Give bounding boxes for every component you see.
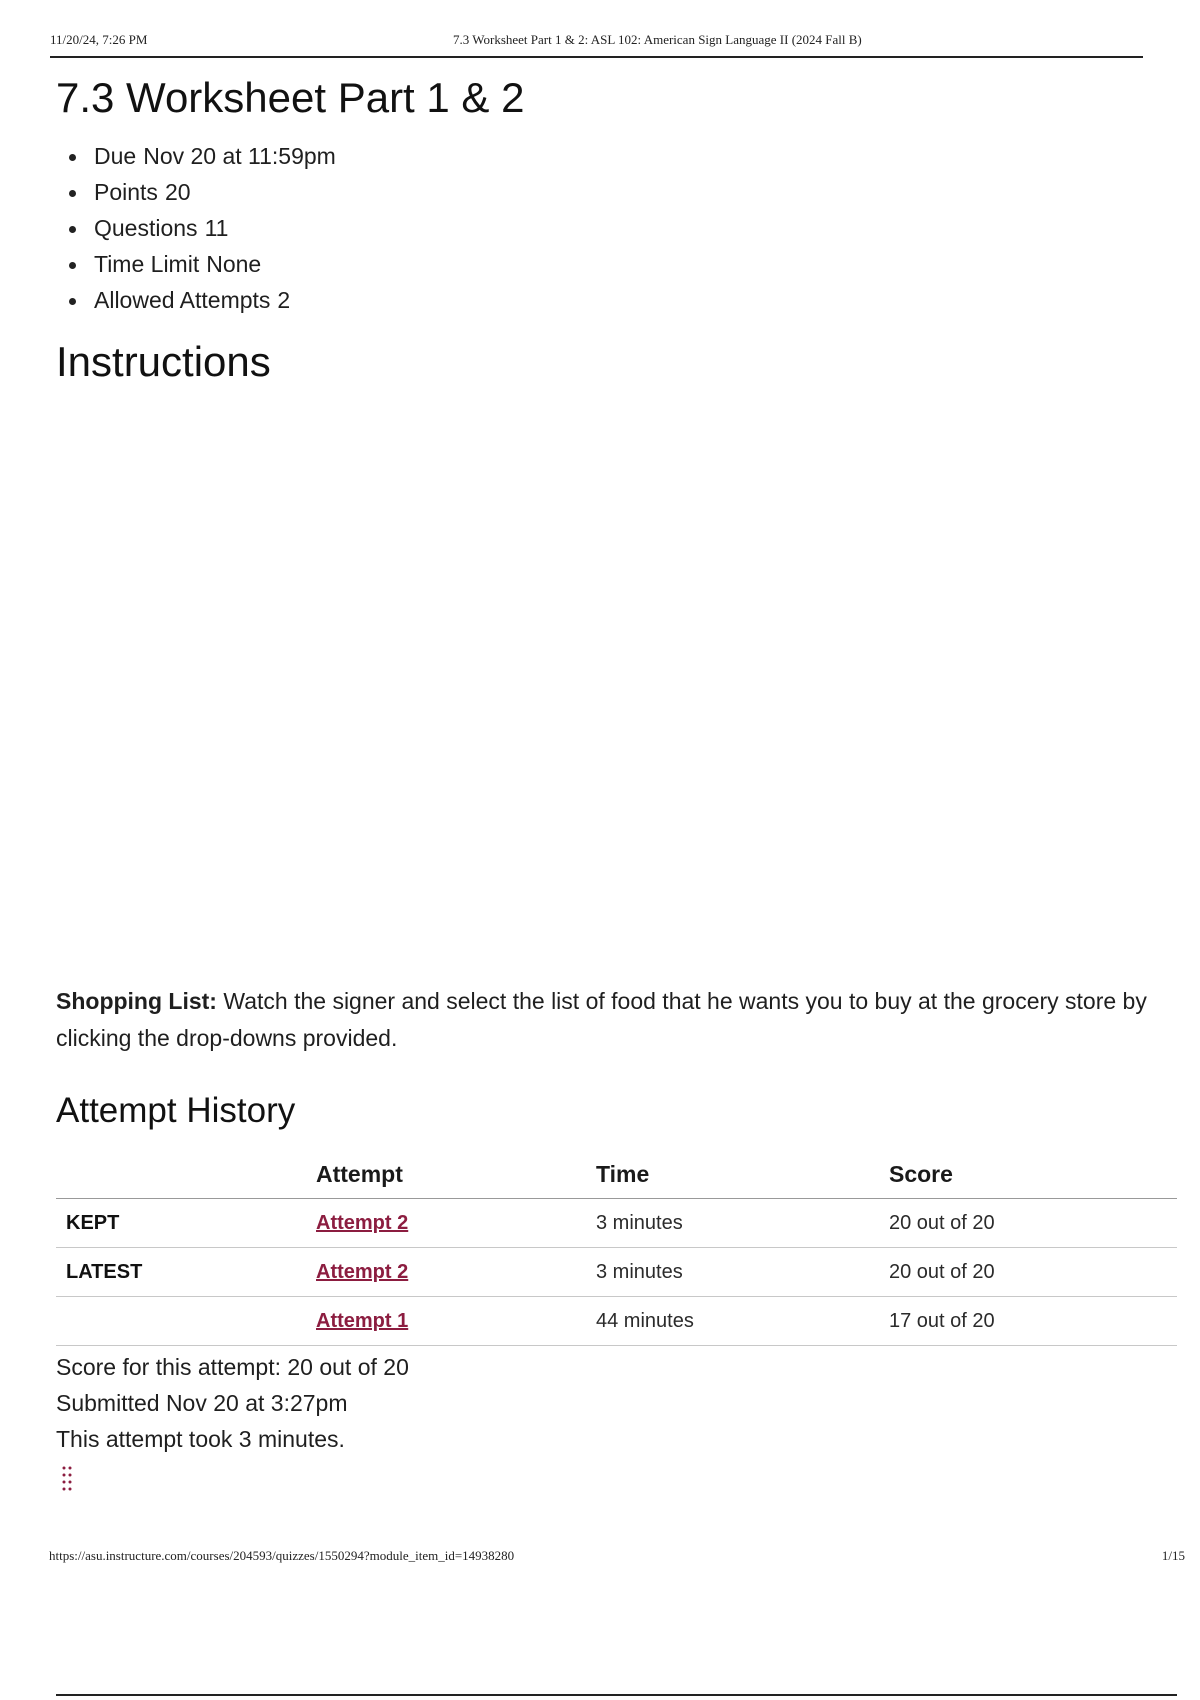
detail-label: Time Limit xyxy=(94,251,200,277)
quiz-detail-due xyxy=(94,138,336,174)
attempt-status: LATEST xyxy=(56,1248,316,1297)
attempt-history-table xyxy=(56,1151,1177,1346)
column-header-time: Time xyxy=(596,1151,889,1199)
instructions-lead: Shopping List: xyxy=(56,988,217,1014)
attempt-time: 3 minutes xyxy=(596,1199,889,1248)
print-header xyxy=(50,30,1143,58)
grip-vertical-icon[interactable] xyxy=(61,1465,73,1493)
table-header-row xyxy=(56,1151,1177,1199)
table-row xyxy=(56,1199,1177,1248)
detail-value: Nov 20 at 11:59pm xyxy=(143,143,336,169)
detail-label: Questions xyxy=(94,215,198,241)
detail-value: None xyxy=(206,251,262,277)
attempt-score: 20 out of 20 xyxy=(889,1199,1177,1248)
detail-label: Due xyxy=(94,143,137,169)
attempt-score-summary: Score for this attempt: 20 out of 20 xyxy=(56,1354,409,1380)
page-divider xyxy=(56,1694,1177,1696)
detail-value: 20 xyxy=(164,179,191,205)
attempt-status: KEPT xyxy=(56,1199,316,1248)
column-header-status xyxy=(56,1151,316,1199)
embedded-video-area xyxy=(56,400,1086,960)
print-page-number: 1/15 xyxy=(1161,1548,1185,1563)
attempt-history-heading: Attempt History xyxy=(56,1091,296,1130)
attempt-score: 20 out of 20 xyxy=(889,1248,1177,1297)
detail-label: Allowed Attempts xyxy=(94,287,271,313)
column-header-attempt: Attempt xyxy=(316,1151,596,1199)
quiz-details xyxy=(56,138,336,318)
table-row xyxy=(56,1248,1177,1297)
detail-value: 11 xyxy=(204,215,229,241)
attempt-submitted-time: Submitted Nov 20 at 3:27pm xyxy=(56,1390,348,1416)
attempt-status xyxy=(56,1297,316,1346)
print-page-title: 7.3 Worksheet Part 1 & 2: ASL 102: American Sign Language II (2024 Fall B) xyxy=(453,32,862,47)
attempt-link[interactable]: Attempt 2 xyxy=(316,1260,409,1283)
page-title: 7.3 Worksheet Part 1 & 2 xyxy=(56,74,525,121)
instructions-text xyxy=(56,983,1186,1057)
column-header-score: Score xyxy=(889,1151,1177,1199)
detail-value: 2 xyxy=(277,287,291,313)
attempt-time: 44 minutes xyxy=(596,1297,889,1346)
quiz-detail-time-limit xyxy=(94,246,336,282)
print-date: 11/20/24, 7:26 PM xyxy=(50,32,148,47)
detail-label: Points xyxy=(94,179,158,205)
print-url: https://asu.instructure.com/courses/204593/quizzes/1550294?module_item_id=14938280 xyxy=(49,1548,515,1563)
quiz-detail-allowed-attempts xyxy=(94,282,336,318)
attempt-duration: This attempt took 3 minutes. xyxy=(56,1426,345,1452)
attempt-time: 3 minutes xyxy=(596,1248,889,1297)
instructions-heading: Instructions xyxy=(56,338,271,385)
quiz-detail-questions xyxy=(94,210,336,246)
attempt-summary xyxy=(56,1349,409,1457)
attempt-score: 17 out of 20 xyxy=(889,1297,1177,1346)
table-row xyxy=(56,1297,1177,1346)
attempt-link[interactable]: Attempt 2 xyxy=(316,1211,409,1234)
quiz-detail-points xyxy=(94,174,336,210)
instructions-body: Watch the signer and select the list of food that he wants you to buy at the grocery store by clicking the drop-downs provided. xyxy=(56,988,1147,1051)
attempt-link[interactable]: Attempt 1 xyxy=(316,1309,409,1332)
